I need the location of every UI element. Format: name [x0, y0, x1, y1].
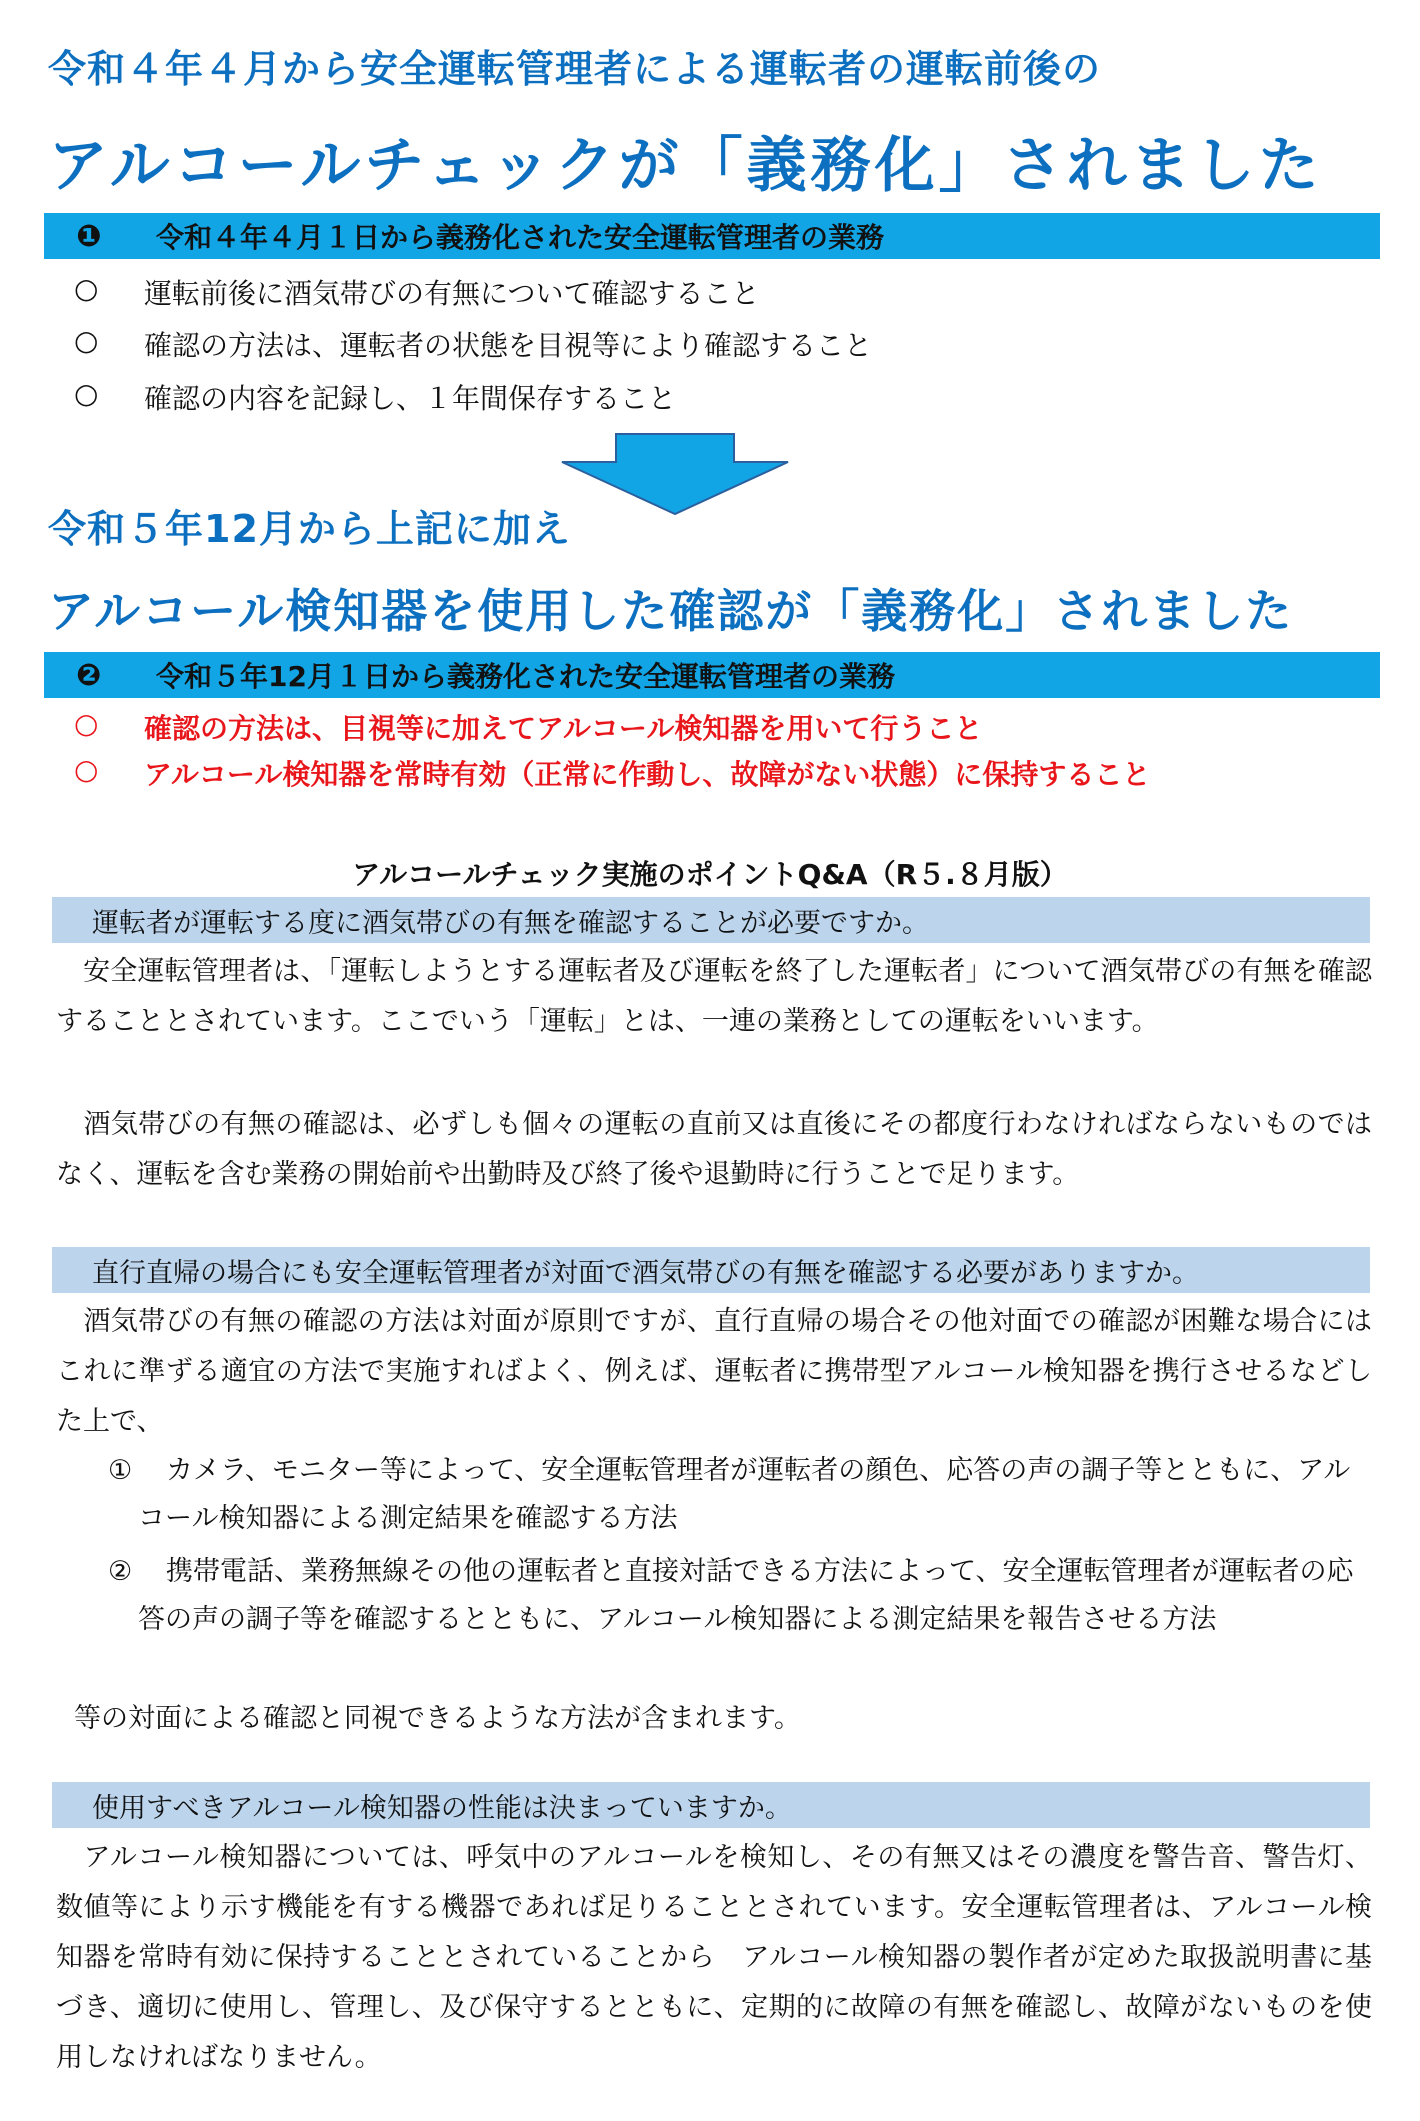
section1-heading-small: 令和４年４月から安全運転管理者による運転者の運転前後の — [48, 47, 1102, 91]
method-number: ① — [108, 1455, 133, 1486]
section2-heading-small: 令和５年12月から上記に加え — [48, 507, 571, 551]
answer-paragraph — [56, 1100, 1372, 1200]
section1-bar — [44, 213, 1380, 259]
answer-text: 酒気帯びの有無の確認は、必ずしも個々の運転の直前又は直後にその都度行わなければならないものではなく、運転を含む業務の開始前や出勤時及び終了後や退勤時に行うことで足ります。 — [56, 1109, 1372, 1190]
section2-bar-label: 令和５年12月１日から義務化された安全運転管理者の業務 — [156, 660, 895, 693]
method-item — [108, 1548, 1358, 1644]
section1-item — [74, 324, 872, 364]
method-text: 携帯電話、業務無線その他の運転者と直接対話できる方法によって、安全運転管理者が運転者の応答の声の調子等を確認するとともに、アルコール検知器による測定結果を報告させる方法 — [138, 1556, 1354, 1635]
question-bar — [52, 897, 1370, 943]
section2-item-text: アルコール検知器を常時有効（正常に作動し、故障がない状態）に保持すること — [144, 758, 1151, 791]
section1-item — [74, 377, 676, 417]
section2-bar-number: ❷ — [76, 657, 102, 693]
section1-item-text: 運転前後に酒気帯びの有無について確認すること — [144, 277, 760, 310]
method-number: ② — [108, 1556, 133, 1587]
section1-heading-large: アルコールチェックが「義務化」されました — [48, 131, 1323, 201]
question-bar — [52, 1247, 1370, 1293]
method-text: カメラ、モニター等によって、安全運転管理者が運転者の顔色、応答の声の調子等とともに、アルコール検知器による測定結果を確認する方法 — [138, 1455, 1351, 1534]
circle-marker: ○ — [74, 324, 99, 357]
circle-marker: ○ — [74, 707, 99, 740]
question-text: 直行直帰の場合にも安全運転管理者が対面で酒気帯びの有無を確認する必要がありますか。 — [92, 1257, 1199, 1289]
circle-marker: ○ — [74, 753, 99, 786]
answer-paragraph — [56, 1297, 1372, 1447]
section1-bar-number: ❶ — [76, 218, 102, 254]
question-text: 運転者が運転する度に酒気帯びの有無を確認することが必要ですか。 — [92, 907, 929, 939]
section2-bar — [44, 652, 1380, 698]
answer-text: 等の対面による確認と同視できるような方法が含まれます。 — [74, 1703, 801, 1734]
answer-paragraph — [56, 947, 1372, 1047]
answer-paragraph — [56, 1833, 1372, 2083]
question-text: 使用すべきアルコール検知器の性能は決まっていますか。 — [92, 1792, 792, 1824]
method-item — [108, 1447, 1358, 1543]
circle-marker: ○ — [74, 377, 99, 410]
section1-bar-label: 令和４年４月１日から義務化された安全運転管理者の業務 — [156, 221, 885, 254]
section1-item — [74, 272, 759, 312]
answer-paragraph — [74, 1694, 1374, 1744]
section1-item-text: 確認の内容を記録し、１年間保存すること — [144, 382, 677, 415]
question-bar — [52, 1782, 1370, 1828]
section2-item — [74, 707, 982, 747]
answer-text: 安全運転管理者は、「運転しようとする運転者及び運転を終了した運転者」について酒気帯びの有無を確認することとされています。ここでいう「運転」とは、一連の業務としての運転をいいます。 — [56, 956, 1372, 1037]
section2-item-text: 確認の方法は、目視等に加えてアルコール検知器を用いて行うこと — [144, 712, 983, 745]
circle-marker: ○ — [74, 272, 99, 305]
qa-title: アルコールチェック実施のポイントQ&A（R５.８月版） — [352, 858, 1068, 891]
section2-item — [74, 753, 1150, 793]
down-arrow-icon — [558, 432, 792, 516]
answer-text: アルコール検知器については、呼気中のアルコールを検知し、その有無又はその濃度を警告音、警告灯、数値等により示す機能を有する機器であれば足りることとされています。安全運転管理者は、アルコール検知器を常時有効に保持することとされていることから アルコール検知器の製作者が定めた取扱説明書に基づき、適切に使用し、管理し、及び保守するとともに、定期的に故障の有無を確認し、故障がないものを使用しなければなりません。 — [56, 1842, 1372, 2073]
answer-text: 酒気帯びの有無の確認の方法は対面が原則ですが、直行直帰の場合その他対面での確認が困難な場合にはこれに準ずる適宜の方法で実施すればよく、例えば、運転者に携帯型アルコール検知器を携行させるなどした上で、 — [56, 1306, 1372, 1437]
section1-item-text: 確認の方法は、運転者の状態を目視等により確認すること — [144, 329, 873, 362]
section2-heading-large: アルコール検知器を使用した確認が「義務化」されました — [48, 584, 1294, 638]
